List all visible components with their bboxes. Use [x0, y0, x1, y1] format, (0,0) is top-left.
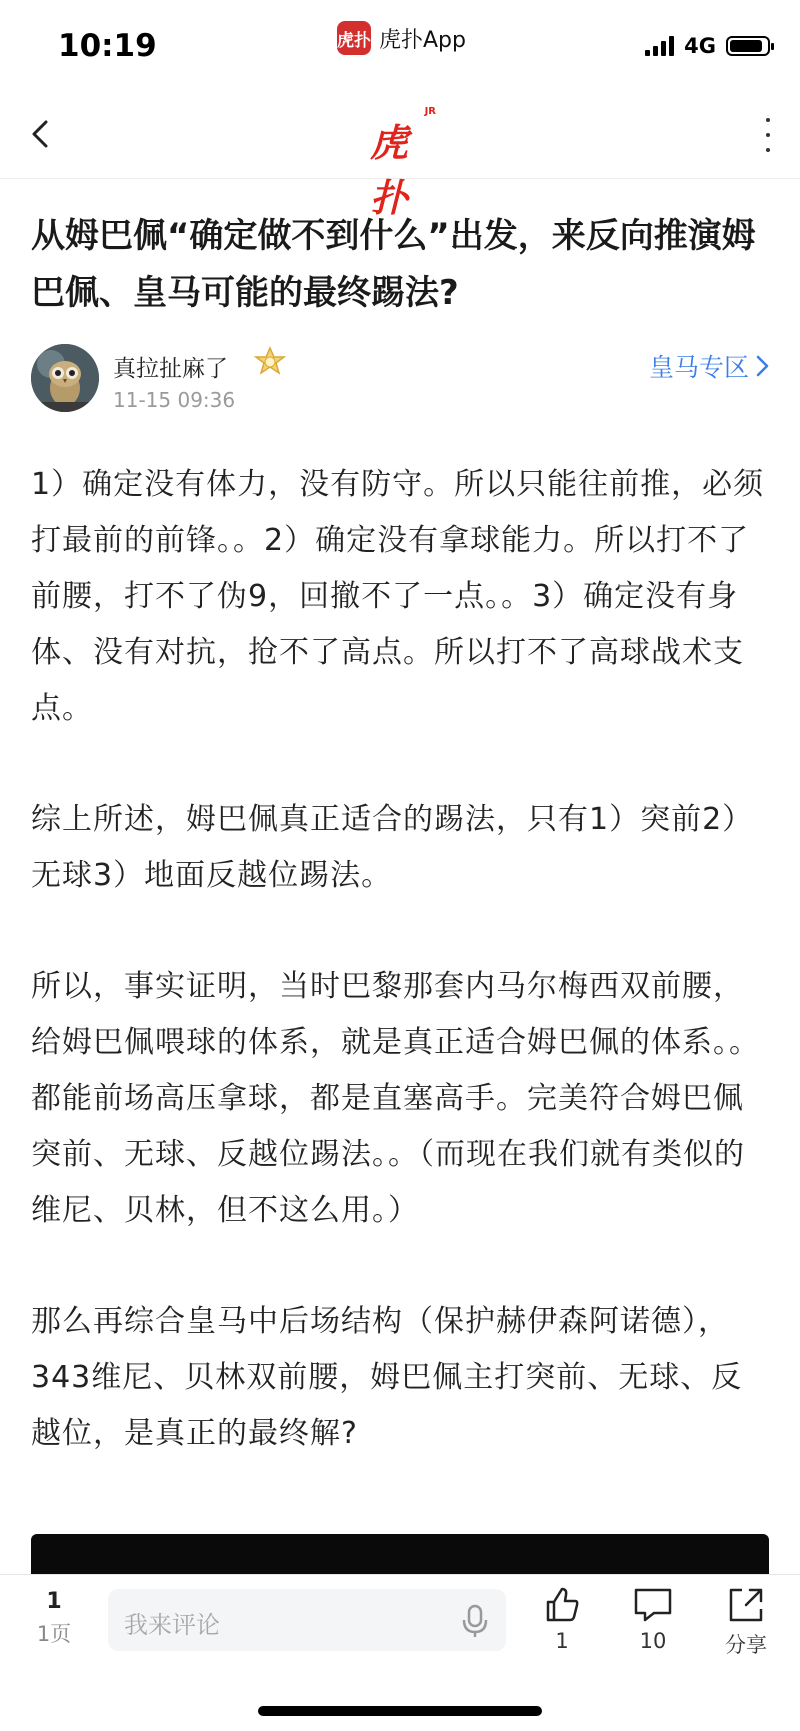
comment-count: 10 [639, 1629, 667, 1653]
owl-avatar-icon [31, 344, 99, 412]
nav-bar [0, 90, 800, 220]
more-vertical-icon[interactable] [760, 118, 776, 152]
hupu-logo [370, 106, 436, 220]
status-time: 10:19 [58, 28, 157, 64]
share-icon [726, 1585, 766, 1625]
comment-placeholder: 我来评论 [124, 1611, 220, 1639]
back-button[interactable] [24, 116, 60, 152]
page-indicator[interactable] [30, 1589, 78, 1648]
post-content [31, 457, 773, 1517]
post-paragraph: 1）确定没有体力，没有防守。所以只能往前推，必须打最前的前锋。。2）确定没有拿球能力。所以打不了前腰，打不了伪9，回撤不了一点。。3）确定没有身体、没有对抗，抢不了高点。所以打不了高球战术支点。 [31, 467, 765, 726]
chevron-right-icon [755, 354, 771, 378]
battery-icon [726, 36, 770, 56]
microphone-icon[interactable] [460, 1603, 490, 1639]
app-badge-icon: 虎扑 [337, 21, 371, 55]
comment-bubble-icon [632, 1585, 674, 1625]
post-title: 从姆巴佩“确定做不到什么”出发，来反向推演姆巴佩、皇马可能的最终踢法? [31, 216, 756, 313]
like-count: 1 [555, 1629, 569, 1653]
medal-icon [253, 346, 287, 380]
network-type: 4G [684, 34, 716, 58]
like-button[interactable] [532, 1585, 592, 1653]
battery-fill [730, 40, 762, 52]
status-app-name: 虎扑App [379, 27, 466, 53]
page-number: 1 [46, 1589, 62, 1614]
share-button[interactable] [716, 1585, 776, 1659]
status-bar [0, 0, 800, 90]
comment-button[interactable] [623, 1585, 683, 1653]
status-app-indicator[interactable] [337, 20, 466, 56]
comment-input[interactable] [108, 1589, 506, 1651]
author-row [31, 344, 771, 416]
author-name[interactable]: 真拉扯麻了 [113, 356, 228, 382]
home-indicator[interactable] [258, 1706, 542, 1716]
status-indicators [645, 34, 770, 58]
post-paragraph: 那么再综合皇马中后场结构（保护赫伊森阿诺德），343维尼、贝林双前腰，姆巴佩主打突前、无球、反越位，是真正的最终解? [31, 1304, 743, 1451]
signal-icon [645, 36, 674, 56]
avatar[interactable] [31, 344, 99, 412]
share-label: 分享 [725, 1633, 767, 1657]
media-placeholder[interactable] [31, 1534, 769, 1574]
post-paragraph: 所以，事实证明，当时巴黎那套内马尔梅西双前腰，给姆巴佩喂球的体系，就是真正适合姆巴佩的体系。。都能前场高压拿球，都是直塞高手。完美符合姆巴佩突前、无球、反越位踢法。。（而现在我们就有类似的维尼、贝林，但不这么用。） [31, 969, 760, 1228]
chevron-left-icon [24, 116, 60, 152]
bottom-bar [0, 1574, 800, 1680]
zone-link[interactable] [649, 348, 771, 384]
thumbs-up-icon [542, 1585, 582, 1625]
post-paragraph: 综上所述，姆巴佩真正适合的踢法，只有1）突前2）无球3）地面反越位踢法。 [31, 802, 754, 893]
zone-link-label: 皇马专区 [648, 353, 749, 382]
logo-text: 虎扑 [370, 121, 406, 220]
logo-sub: JR [424, 106, 436, 117]
post-time: 11-15 09:36 [113, 388, 236, 412]
page-label: 1页 [36, 1622, 72, 1646]
